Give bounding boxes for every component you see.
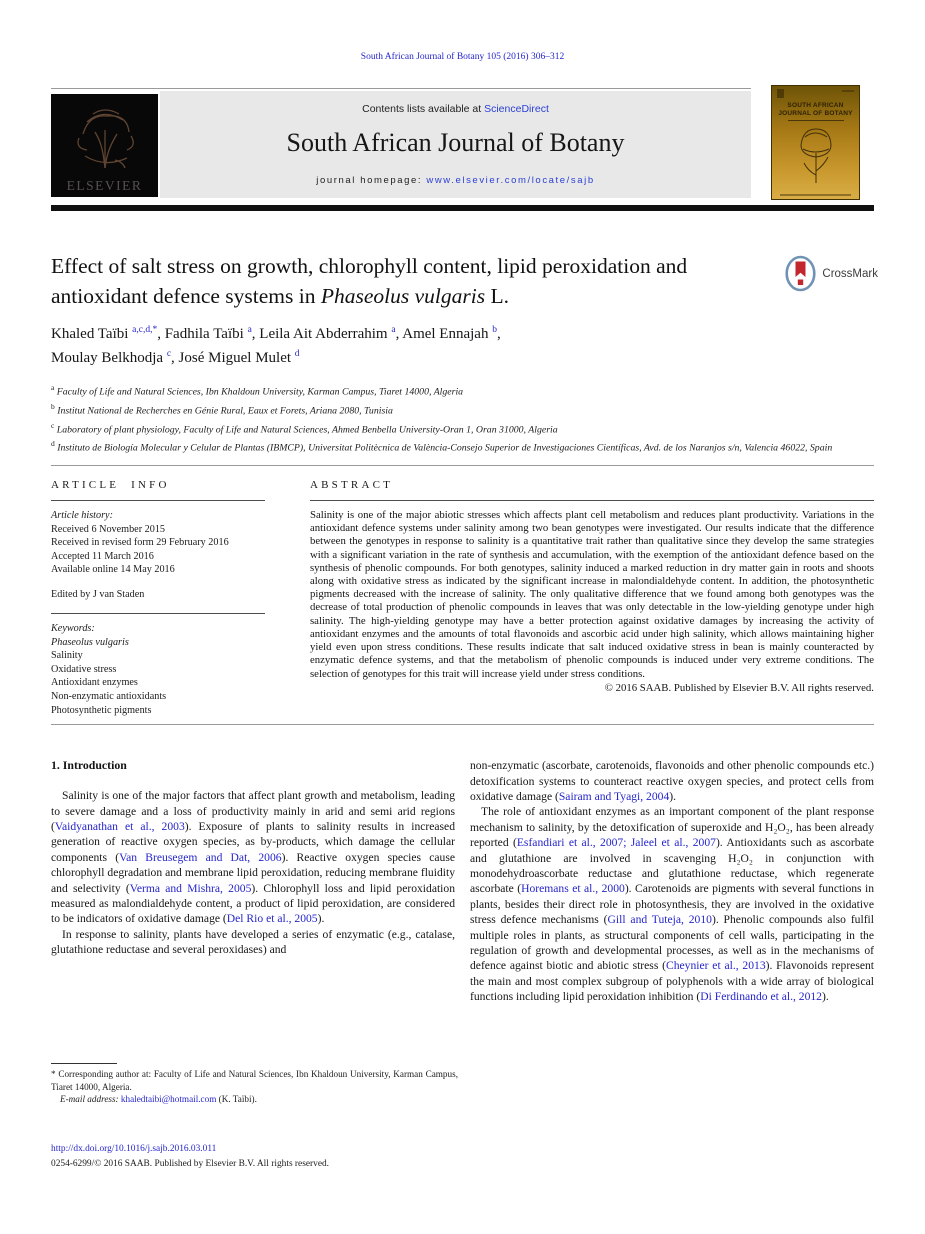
abstract-copyright: © 2016 SAAB. Published by Elsevier B.V. All rights reserved. — [604, 681, 874, 694]
introduction-heading: 1. Introduction — [51, 758, 127, 773]
citation-link[interactable]: Sairam and Tyagi, 2004 — [558, 790, 670, 803]
contents-line — [362, 103, 549, 115]
affiliation-text: Institut National de Recherches en Génie Rural, Eaux et Forets, Ariana 2080, Tunisia — [57, 405, 393, 417]
elsevier-logo[interactable] — [51, 94, 158, 197]
body-columns — [51, 758, 874, 1005]
page-header-citation — [51, 52, 874, 62]
affiliation — [51, 437, 874, 456]
sciencedirect-link[interactable]: ScienceDirect — [484, 103, 549, 115]
history-item: Accepted 11 March 2016 — [51, 550, 154, 562]
affiliation-text: Instituto de Biología Molecular y Celular de Plantas (IBMCP), Universitat Politècnica de València-Consejo Superior de Investigaciones Científicas, Avd. de los Naranjos s/n, Valencia 46022, Spain — [57, 442, 833, 454]
citation-link[interactable]: Di Ferdinando et al., 2012 — [700, 990, 822, 1004]
footer-block — [51, 1143, 329, 1171]
footnote-area — [51, 1063, 458, 1106]
citation-link[interactable]: Horemans et al., 2000 — [521, 882, 625, 896]
history-label: Article history: — [51, 510, 113, 522]
article-history — [51, 509, 265, 577]
cover-title: SOUTH AFRICAN JOURNAL OF BOTANY — [778, 102, 853, 117]
journal-article-page — [51, 0, 878, 1005]
elsevier-tree-icon — [65, 98, 145, 176]
keywords-block — [51, 622, 265, 717]
affiliation — [51, 419, 874, 438]
intro-paragraph: The role of antioxidant enzymes as an important component of the plant response mechanism to salinity, by the detoxification of superoxide and H₂O₂, has been already reported (Esfandiari et al., 2007; Jaleel et al., 2007). Antioxidants such as ascorbate and glutathione are involved in scavenging H₂O₂ in conjunction with monodehydroascorbate reductase and glutathione reductase, which regenerate ascorbate (Horemans et al., 2000). Carotenoids are pigments with several functions in plants, besides their direct role in photosynthesis, they are involved in the oxidative stress defence mechanisms (Gill and Tuteja, 2010). Phenolic compounds also fulfil multiple roles in plants, as structural components of cell walls, participating in the regulation of growth and developmental processes, as well as in the mechanisms of defence against biotic and abiotic stress (Cheynier et al., 2013). Flavonoids represent the main and most complex subgroup of polyphenols with a wide array of biological functions including lipid peroxidation inhibition (Di Ferdinando et al., 2012). — [470, 805, 875, 1004]
history-item: Received 6 November 2015 — [51, 523, 166, 535]
history-item: Received in revised form 29 February 2016 — [51, 537, 229, 549]
homepage-prefix: journal homepage: — [316, 175, 427, 186]
cover-subtitle-line — [788, 120, 844, 121]
intro-paragraph: Salinity is one of the major factors that affect plant growth and metabolism, leading to severe damage and a loss of productivity mainly in arid and semi arid regions (Vaidyanathan et al., 2003). Exposure of plants to salinity results in increased generation of reactive oxygen species, as by-products, which damage the cellular components (Van Breusegem and Dat, 2006). Reactive oxygen species cause chlorophyll degradation and membrane lipid peroxidation, reducing membrane fluidity and selectivity (Verma and Mishra, 2005). Chlorophyll loss and lipid peroxidation measured as malondialdehyde content, a product of lipid peroxidation, are considered to be indicators of oxidative damage (Del Rio et al., 2005). — [51, 789, 455, 926]
contents-prefix: Contents lists available at — [362, 103, 485, 115]
citation-link[interactable]: Cheynier et al., 2013 — [666, 959, 766, 973]
citation-link[interactable]: Vaidyanathan et al., 2003 — [54, 820, 185, 833]
doi-link[interactable]: http://dx.doi.org/10.1016/j.sajb.2016.03.011 — [51, 1144, 217, 1154]
crossmark-icon — [785, 255, 816, 292]
journal-citation-link[interactable]: South African Journal of Botany 105 (2016) 306–312 — [360, 52, 565, 62]
affiliation-sup: b — [51, 401, 55, 411]
history-item: Available online 14 May 2016 — [51, 564, 175, 576]
keywords-label: Keywords: — [51, 623, 95, 635]
article-title: Effect of salt stress on growth, chlorophyll content, lipid peroxidation and antioxidant defence systems in Phaseolus vulgaris L. — [51, 254, 688, 308]
body-column-right — [470, 758, 874, 1005]
cover-footer-line — [780, 194, 851, 196]
edited-by: Edited by J van Staden — [51, 589, 145, 601]
crossmark-label: CrossMark — [822, 267, 878, 280]
keyword: Salinity — [51, 650, 83, 662]
affiliation-text: Laboratory of plant physiology, Faculty of Life and Natural Sciences, Ahmed Benbella University-Oran 1, Oran 31000, Algeria — [56, 423, 558, 435]
keyword: Photosynthetic pigments — [51, 704, 152, 716]
cover-issue-mark — [842, 90, 854, 92]
citation-link[interactable]: khaledtaibi@hotmail.com — [120, 1094, 217, 1105]
intro-paragraph: In response to salinity, plants have developed a series of enzymatic (e.g., catalase, glutathione reductase and several peroxidases) and — [51, 927, 455, 957]
abstract-text: Salinity is one of the major abiotic stresses which affects plant cell metabolism and reduces plant productivity. Variations in the antioxidant defence systems under salinity among two bean genotypes were investigated. Our results indicate that the difference between the genotypes in response to salinity is a quantitative trait rather than qualitative since they develop the same strategies with a significant variation in the rate of synthesis and accumulation, with the exemption of the antioxidant defence based on the synthesis of phenolic compounds. For both genotypes, salinity induced a marked reduction in dry matter gain in roots and shoots along with oxidative stress as indicated by the significant increase in malondialdehyde content. In addition, the photosynthetic pigments decreased with the increase of salinity. The only qualitative difference that we found among both genotypes was the decrease of total production of phenolic compounds in leaves that was only detectable in the low-yielding genotype under high salinity. The high-yielding genotype may have a better protection against oxidative damages by increasing the activity of antioxidant enzymes and the amounts of total flavonoids and ascorbic acid under high salinity, which allows maintaining higher yield even upon stress conditions. These results indicate that salt induced oxidative stress in bean is mainly counteracted by enzymatic defence systems, and that the metabolism of phenolic compounds is induced under very extreme conditions. The selection of genotypes for this trait will increase yield under stress conditions. — [310, 509, 874, 680]
masthead-top-rule — [51, 88, 751, 89]
abstract-column — [310, 479, 874, 717]
journal-homepage-link[interactable]: www.elsevier.com/locate/sajb — [426, 175, 595, 186]
citation-link[interactable]: Verma and Mishra, 2005 — [129, 881, 252, 895]
affiliation — [51, 400, 874, 419]
email-note: E-mail address: khaledtaibi@hotmail.com (K. Taïbi). — [60, 1094, 257, 1105]
abstract-rule — [310, 500, 874, 501]
article-info-heading: ARTICLE INFO — [51, 479, 170, 492]
elsevier-wordmark: ELSEVIER — [66, 178, 143, 193]
body-column-left — [51, 758, 455, 1005]
keyword: Oxidative stress — [51, 663, 117, 675]
affiliation-sup: d — [51, 439, 55, 449]
cover-tree-icon — [793, 123, 839, 185]
affiliation-list — [51, 381, 874, 456]
footnote-rule — [51, 1063, 117, 1064]
keywords-top-rule — [51, 613, 265, 614]
keyword: Antioxidant enzymes — [51, 677, 138, 689]
journal-cover-thumbnail[interactable] — [771, 85, 860, 200]
article-info-column — [51, 479, 265, 717]
keyword: Phaseolus vulgaris — [51, 636, 129, 648]
author-line-1: Khaled Taïbi $^{a,c,d,*}$, Fadhila Taïbi $^a$, Leila Ait Abderrahim $^a$, Amel Ennajah $^b$, — [51, 325, 501, 342]
abstract-heading: ABSTRACT — [310, 479, 394, 492]
affiliation — [51, 381, 874, 400]
affiliation-sup: c — [51, 420, 55, 430]
author-list — [51, 320, 874, 368]
intro-paragraph: non-enzymatic (ascorbate, carotenoids, flavonoids and other phenolic compounds etc.) detoxification systems to counteract reactive oxygen species, and protect cells from oxidative damage (Sairam and Tyagi, 2004). — [470, 759, 874, 803]
author-line-2: Moulay Belkhodja $^c$, José Miguel Mulet $^d$ — [51, 349, 300, 366]
crossmark-badge[interactable] — [785, 255, 878, 292]
citation-link[interactable]: Esfandiari et al., 2007; Jaleel et al., 2007 — [516, 836, 716, 850]
info-abstract-section — [51, 479, 874, 717]
affiliation-sup: a — [51, 383, 55, 392]
corresponding-author-note: * Corresponding author at: Faculty of Life and Natural Sciences, Ibn Khaldoun University, Karman Campus, Tiaret 14000, Algeria. — [51, 1069, 458, 1092]
abstract-bottom-rule — [51, 724, 874, 725]
citation-link[interactable]: Del Rio et al., 2005 — [226, 912, 318, 926]
homepage-line — [316, 175, 595, 186]
masthead — [51, 91, 874, 198]
keyword: Non-enzymatic antioxidants — [51, 691, 167, 702]
citation-link[interactable]: Van Breusegem and Dat, 2006 — [119, 850, 282, 864]
info-section-top-rule — [51, 465, 874, 466]
masthead-banner — [160, 91, 751, 198]
issn-copyright-line: 0254-6299/© 2016 SAAB. Published by Elsevier B.V. All rights reserved. — [51, 1159, 330, 1169]
masthead-bottom-bar — [51, 205, 874, 211]
journal-title: South African Journal of Botany — [286, 128, 625, 157]
cover-publisher-mark — [777, 89, 784, 98]
citation-link[interactable]: Gill and Tuteja, 2010 — [607, 913, 712, 927]
article-info-rule — [51, 500, 265, 501]
title-block — [51, 251, 878, 311]
affiliation-text: Faculty of Life and Natural Sciences, Ibn Khaldoun University, Karman Campus, Tiaret 14000, Algeria — [56, 386, 464, 398]
